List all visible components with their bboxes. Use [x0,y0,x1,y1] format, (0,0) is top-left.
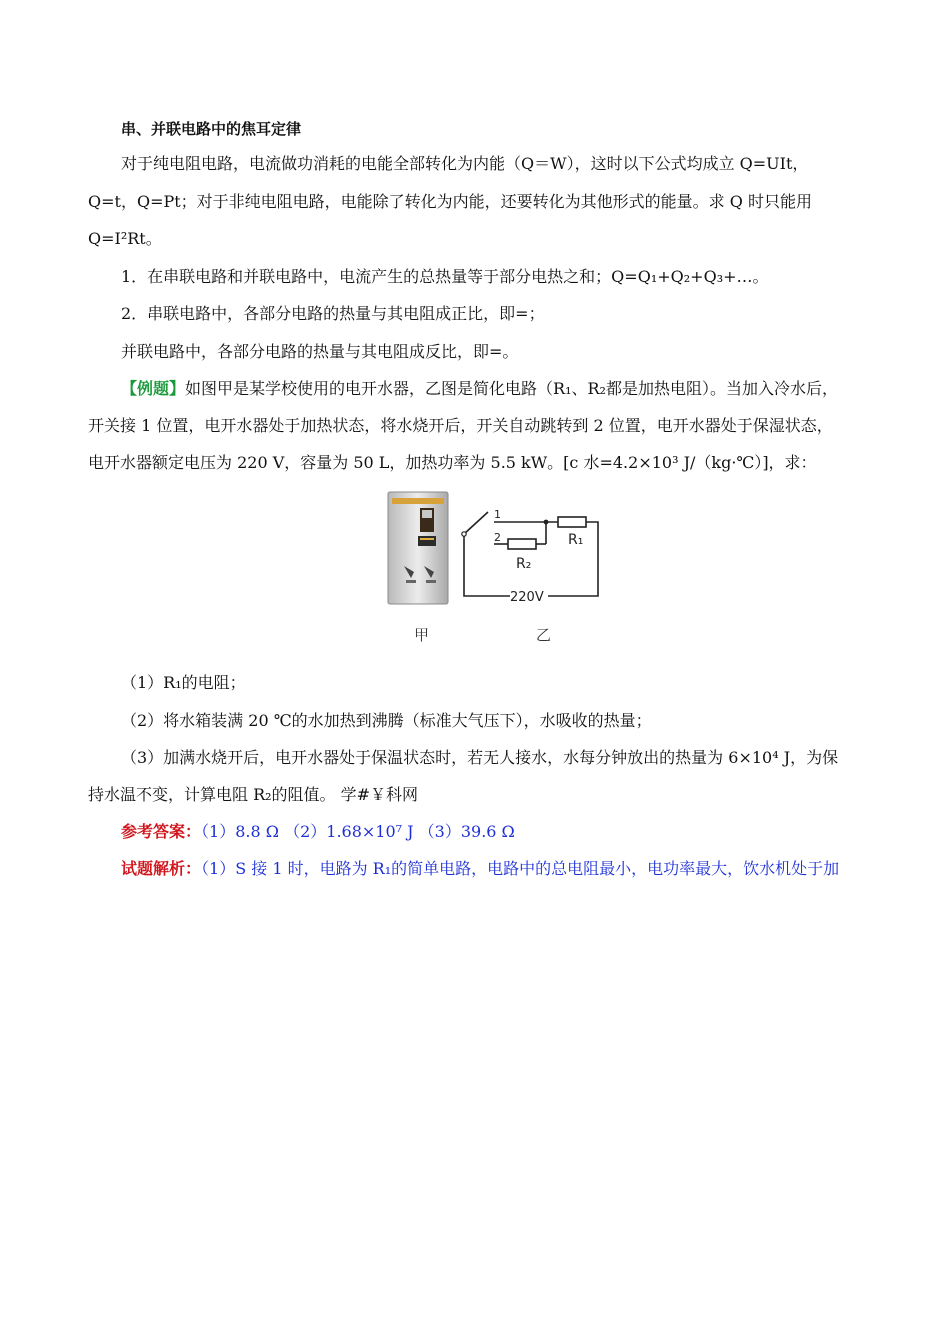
figure-caption-jia: 甲 [414,626,430,644]
contact-label-2: 2 [494,531,501,544]
water-heater-image [384,490,454,608]
analysis-line [121,858,839,880]
answer-line [121,821,515,843]
example-figure [372,486,612,648]
list-item-2: 2．串联电路中，各部分电路的热量与其电阻成正比，即=； [121,304,545,323]
list-item-2-continued: 并联电路中，各部分电路的热量与其电阻成反比，即=。 [121,342,519,361]
example-line-3: 电开水器额定电压为 220 V，容量为 50 L，加热功率为 5.5 kW。[c 水=4.2×10³ J/（kg·℃）]，求： [88,453,817,472]
question-3-line-2: 持水温不变，计算电阻 R₂的阻值。 学#￥科网 [88,785,419,804]
figure-caption-yi: 乙 [536,626,552,644]
circuit-diagram [458,506,608,616]
junction-dot-icon [544,520,549,525]
resistor-r2-label: R₂ [516,556,532,572]
analysis-label: 试题解析： [121,859,202,878]
question-2: （2）将水箱装满 20 ℃的水加热到沸腾（标准大气压下），水吸收的热量； [121,711,652,730]
paragraph-line-2: Q=t，Q=Pt；对于非纯电阻电路，电能除了转化为内能，还要转化为其他形式的能量。求 Q 时只能用 [88,192,812,211]
paragraph-line-1: 对于纯电阻电路，电流做功消耗的电能全部转化为内能（Q＝W），这时以下公式均成立 Q=UIt， [121,154,809,173]
example-line-2: 开关接 1 位置，电开水器处于加热状态，将水烧开后，开关自动跳转到 2 位置，电开水器处于保湿状态， [88,416,833,435]
switch-pivot-icon [462,532,466,536]
resistor-r1-label: R₁ [568,532,584,548]
list-item-1: 1．在串联电路和并联电路中，电流产生的总热量等于部分电热之和；Q=Q₁+Q₂+Q₃+…。 [121,267,769,286]
answer-label: 参考答案： [121,822,202,841]
question-3-line-1: （3）加满水烧开后，电开水器处于保温状态时，若无人接水，水每分钟放出的热量为 6×10⁴ J，为保 [121,748,839,767]
section-title: 串、并联电路中的焦耳定律 [121,120,302,138]
analysis-text: （1）S 接 1 时，电路为 R₁的简单电路，电路中的总电阻最小，电功率最大，饮水机处于加 [201,859,840,878]
answer-text: （1）8.8 Ω （2）1.68×10⁷ J （3）39.6 Ω [201,822,515,841]
example-tag: 【例题】 [121,379,186,398]
example-line-1 [121,378,838,400]
question-1: （1）R₁的电阻； [121,673,246,692]
example-text-1: 如图甲是某学校使用的电开水器，乙图是简化电路（R₁、R₂都是加热电阻）。当加入冷水后， [185,379,838,398]
voltage-label: 220V [510,590,544,605]
contact-label-1: 1 [494,508,501,521]
paragraph-line-3: Q=I²Rt。 [88,229,162,248]
